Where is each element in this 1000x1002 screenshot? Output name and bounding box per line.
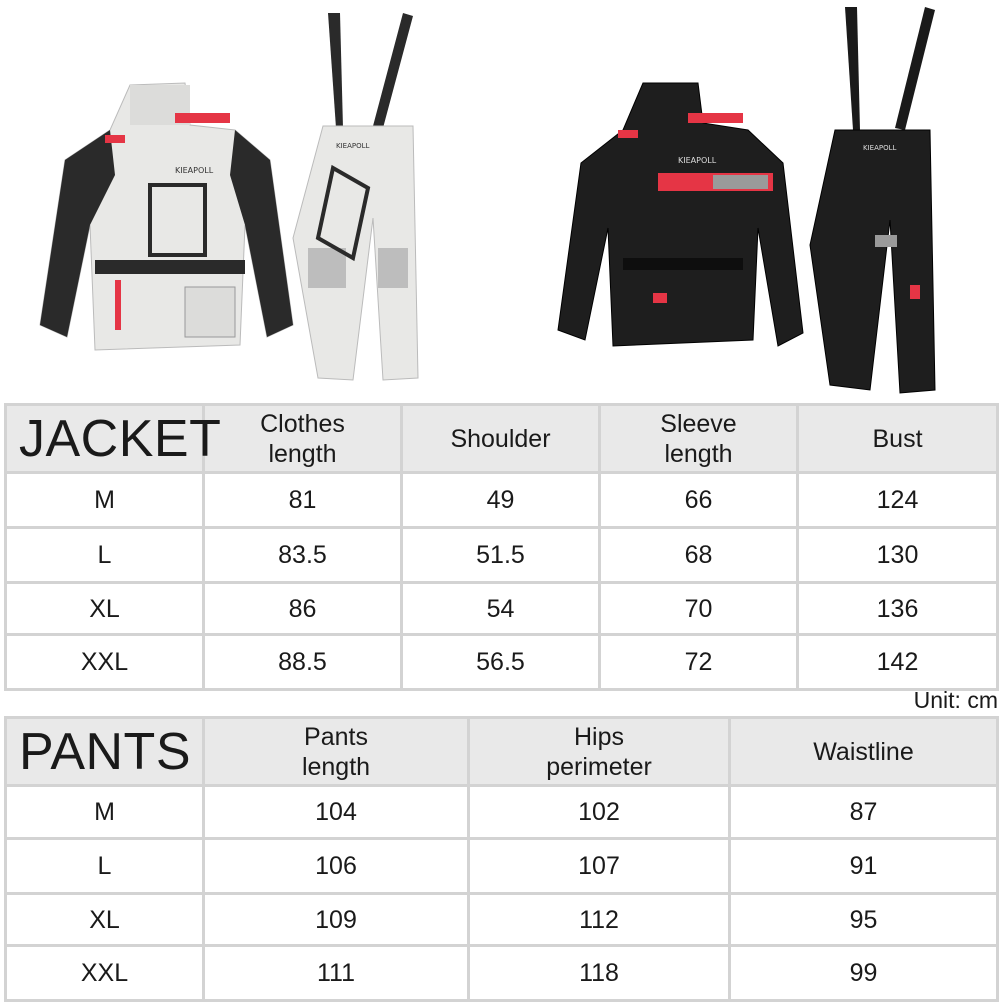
table-cell: 49 xyxy=(403,474,598,526)
grey-jacket-image xyxy=(35,75,300,385)
pants-col-pants-length: Pants length xyxy=(205,719,467,784)
table-cell: 88.5 xyxy=(205,636,400,688)
table-cell: 107 xyxy=(470,840,728,892)
table-cell: 136 xyxy=(799,584,996,633)
pants-title: PANTS xyxy=(7,719,202,784)
table-cell: 68 xyxy=(601,529,796,581)
table-row xyxy=(7,895,996,944)
jacket-col-clothes-length: Clothes length xyxy=(205,406,400,471)
grey-jacket-brand: KIEAPOLL xyxy=(175,166,214,175)
table-cell: 83.5 xyxy=(205,529,400,581)
size-cell: M xyxy=(7,787,202,837)
size-cell: XXL xyxy=(7,947,202,999)
table-cell: 95 xyxy=(731,895,996,944)
table-cell: 142 xyxy=(799,636,996,688)
table-cell: 87 xyxy=(731,787,996,837)
pants-col-waistline: Waistline xyxy=(731,719,996,784)
jacket-col-sleeve-length: Sleeve length xyxy=(601,406,796,471)
table-cell: 124 xyxy=(799,474,996,526)
jacket-header-row xyxy=(7,406,996,471)
table-row xyxy=(7,787,996,837)
grey-pants-image xyxy=(288,8,423,386)
table-cell: 104 xyxy=(205,787,467,837)
table-cell: 109 xyxy=(205,895,467,944)
table-cell: 81 xyxy=(205,474,400,526)
size-cell: L xyxy=(7,840,202,892)
size-cell: L xyxy=(7,529,202,581)
table-row xyxy=(7,584,996,633)
product-photos xyxy=(0,0,1000,400)
jacket-size-table xyxy=(4,403,999,691)
table-row xyxy=(7,474,996,526)
table-cell: 99 xyxy=(731,947,996,999)
table-row xyxy=(7,947,996,999)
table-row xyxy=(7,529,996,581)
table-cell: 72 xyxy=(601,636,796,688)
table-cell: 112 xyxy=(470,895,728,944)
table-row xyxy=(7,636,996,688)
table-cell: 102 xyxy=(470,787,728,837)
table-cell: 86 xyxy=(205,584,400,633)
table-cell: 91 xyxy=(731,840,996,892)
size-cell: XXL xyxy=(7,636,202,688)
table-cell: 66 xyxy=(601,474,796,526)
jacket-title: JACKET xyxy=(7,406,202,471)
black-pants-image xyxy=(805,5,945,395)
unit-label: Unit: cm xyxy=(913,687,998,713)
pants-col-hips-perimeter: Hips perimeter xyxy=(470,719,728,784)
table-cell: 106 xyxy=(205,840,467,892)
table-cell: 56.5 xyxy=(403,636,598,688)
jacket-col-bust: Bust xyxy=(799,406,996,471)
black-jacket-image xyxy=(553,78,808,373)
table-cell: 70 xyxy=(601,584,796,633)
grey-pants-brand: KIEAPOLL xyxy=(336,142,370,150)
pants-header-row xyxy=(7,719,996,784)
table-row xyxy=(7,840,996,892)
table-cell: 51.5 xyxy=(403,529,598,581)
black-jacket-brand: KIEAPOLL xyxy=(678,156,717,165)
pants-size-table xyxy=(4,716,999,1002)
table-cell: 130 xyxy=(799,529,996,581)
size-cell: M xyxy=(7,474,202,526)
black-pants-brand: KIEAPOLL xyxy=(863,144,897,152)
table-cell: 54 xyxy=(403,584,598,633)
size-cell: XL xyxy=(7,584,202,633)
table-cell: 111 xyxy=(205,947,467,999)
table-cell: 118 xyxy=(470,947,728,999)
size-cell: XL xyxy=(7,895,202,944)
jacket-col-shoulder: Shoulder xyxy=(403,406,598,471)
